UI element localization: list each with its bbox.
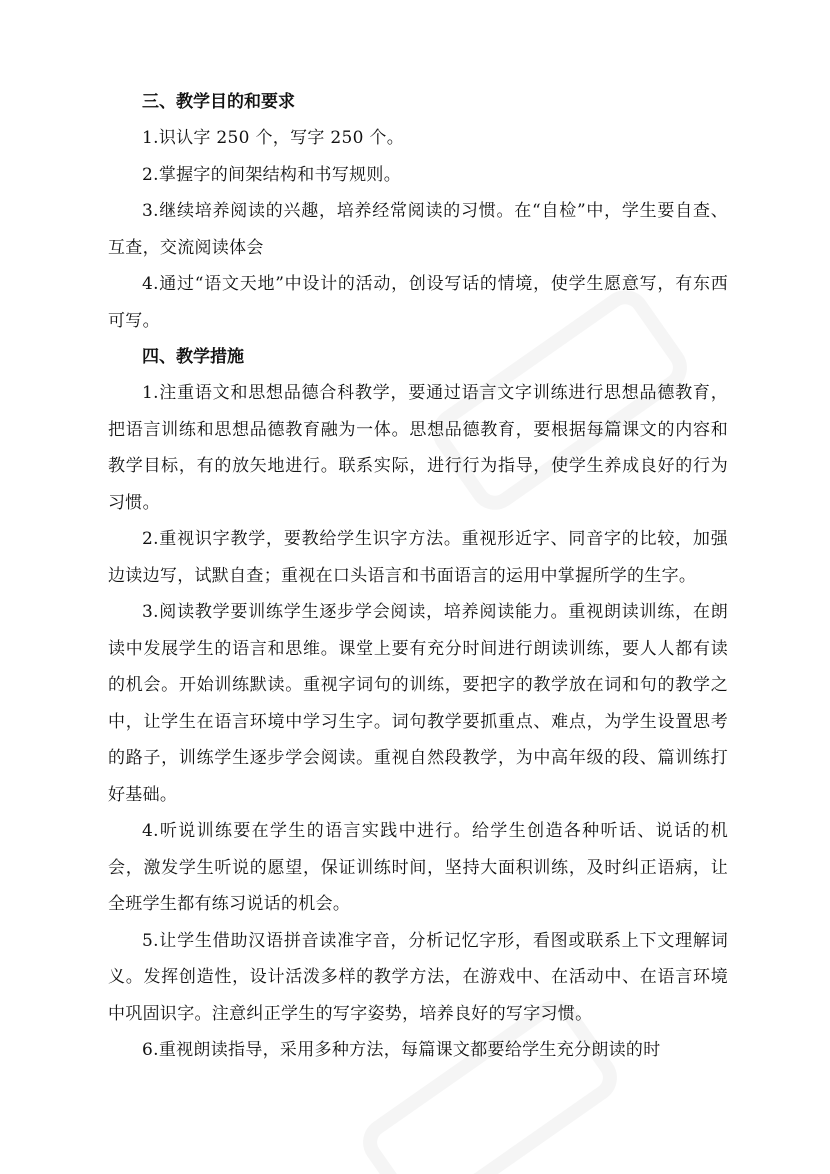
list-item: 3.阅读教学要训练学生逐步学会阅读，培养阅读能力。重视朗读训练，在朗读中发展学生的语言和思维。课堂上要有充分时间进行朗读训练，要人人都有读的机会。开始训练默读。重视字词句的训练，要把字的教学放在词和句的教学之中，让学生在语言环境中学习生字。词句教学要抓重点、难点，为学生设置思考的路子，训练学生逐步学会阅读。重视自然段教学，为中高年级的段、篇训练打好基础。 xyxy=(108,602,728,805)
list-item: 3.继续培养阅读的兴趣，培养经常阅读的习惯。在“自检”中，学生要自查、互查，交流阅读体会 xyxy=(108,201,728,258)
list-item: 1.注重语文和思想品德合科教学，要通过语言文字训练进行思想品德教育，把语言训练和思想品德教育融为一体。思想品德教育，要根据每篇课文的内容和教学目标，有的放矢地进行。联系实际，进行行为指导，使学生养成良好的行为习惯。 xyxy=(108,383,728,513)
section-heading: 四、教学措施 xyxy=(142,347,244,367)
list-item: 2.掌握字的间架结构和书写规则。 xyxy=(142,164,402,185)
list-item: 6.重视朗读指导，采用多种方法，每篇课文都要给学生充分朗读的时 xyxy=(142,1040,661,1060)
list-item: 4.听说训练要在学生的语言实践中进行。给学生创造各种听话、说话的机会，激发学生听说的愿望，保证训练时间，坚持大面积训练，及时纠正语病，让全班学生都有练习说话的机会。 xyxy=(108,821,728,914)
list-item: 1.识认字 250 个，写字 250 个。 xyxy=(142,128,405,148)
list-item: 4.通过“语文天地”中设计的活动，创设写话的情境，使学生愿意写，有东西可写。 xyxy=(108,274,728,331)
list-item: 5.让学生借助汉语拼音读准字音，分析记忆字形，看图或联系上下文理解词义。发挥创造性，设计活泼多样的教学方法，在游戏中、在活动中、在语言环境中巩固识字。注意纠正学生的写字姿势，培养良好的写字习惯。 xyxy=(108,930,728,1024)
list-item: 2.重视识字教学，要教给学生识字方法。重视形近字、同音字的比较，加强边读边写，试默自查；重视在口头语言和书面语言的运用中掌握所学的生字。 xyxy=(108,529,728,586)
document-body xyxy=(108,84,728,1069)
section-heading: 三、教学目的和要求 xyxy=(142,92,295,112)
